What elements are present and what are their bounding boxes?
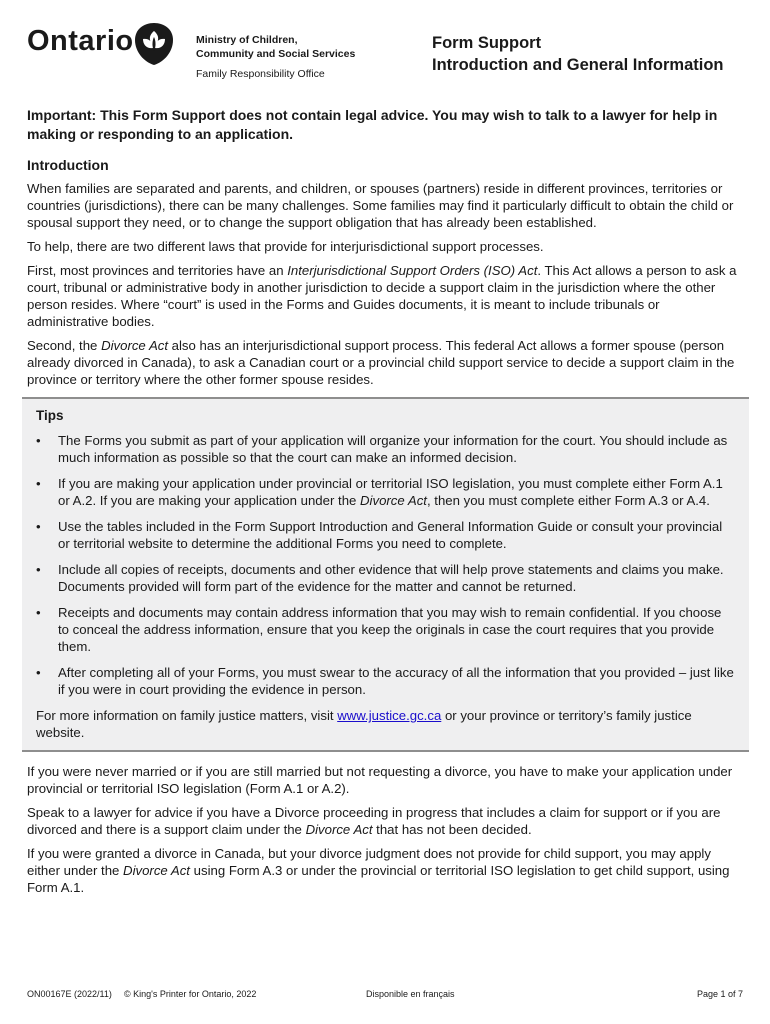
tips-heading: Tips xyxy=(36,408,64,423)
form-code: ON00167E (2022/11) xyxy=(27,989,112,999)
french-availability: Disponible en français xyxy=(366,989,455,999)
bullet-icon: • xyxy=(36,665,41,680)
tip-item: • The Forms you submit as part of your application will organize your information for the court. You should include as much information as possible so that the court can make an informed decision. xyxy=(36,433,728,465)
intro-paragraph-2: To help, there are two different laws that provide for interjurisdictional support processes. xyxy=(27,239,544,254)
introduction-heading: Introduction xyxy=(27,157,109,173)
tip-item: • After completing all of your Forms, you must swear to the accuracy of all the information that you provided – just like if you were in court providing the evidence in person. xyxy=(36,665,734,697)
ministry-name: Ministry of Children, Community and Social Services xyxy=(196,34,356,60)
justice-link[interactable]: www.justice.gc.ca xyxy=(337,708,442,723)
after-paragraph-3: If you were granted a divorce in Canada, but your divorce judgment does not provide for child support, you may apply either under the Divorce Act using Form A.3 or under the provincial or territorial ISO legislation to get child support, using Form A.1. xyxy=(27,846,730,895)
tip-item: • Use the tables included in the Form Support Introduction and General Information Guide or consult your provincial or territorial website to determine the additional Forms you need to complete. xyxy=(36,519,723,551)
document-body xyxy=(27,106,743,903)
intro-paragraph-3: First, most provinces and territories have an Interjurisdictional Support Orders (ISO) Act. This Act allows a person to ask a court, tribunal or administrative body in another jurisdiction to decide a support claim in the jurisdiction where the other person resides. Where “court” is used in the Forms and Guides documents, it is meant to include tribunals or administrative bodies. xyxy=(27,263,737,329)
intro-paragraph-1: When families are separated and parents, and children, or spouses (partners) reside in different provinces, territories or countries (jurisdictions), there can be many challenges. Some families may find it particularly difficult to obtain the child or spousal support they need, or to change the support obligation that has already been established. xyxy=(27,181,734,230)
iso-act-name: Interjurisdictional Support Orders (ISO) Act xyxy=(287,263,538,278)
bullet-icon: • xyxy=(36,562,41,577)
bullet-icon: • xyxy=(36,476,41,491)
form-title: Form Support Introduction and General Information xyxy=(432,34,724,74)
copyright: © King's Printer for Ontario, 2022 xyxy=(124,989,257,999)
intro-paragraph-4: Second, the Divorce Act also has an interjurisdictional support process. This federal Act allows a former spouse (person already divorced in Canada), to ask a Canadian court or a provincial child support service to decide a support claim in the province or territory where the other former spouse resides. xyxy=(27,338,735,387)
page-number: Page 1 of 7 xyxy=(696,989,743,999)
divorce-act-name: Divorce Act xyxy=(101,338,168,353)
after-paragraph-1: If you were never married or if you are still married but not requesting a divorce, you have to make your application under provincial or territorial ISO legislation (Form A.1 or A.2). xyxy=(27,764,733,796)
office-name: Family Responsibility Office xyxy=(196,68,325,80)
more-info-text: For more information on family justice matters, visit www.justice.gc.ca or your province or territory’s family justice website. xyxy=(36,708,692,740)
ontario-logo-text: Ontario xyxy=(27,25,134,57)
tips-box xyxy=(22,397,749,752)
bullet-icon: • xyxy=(36,519,41,534)
after-paragraph-2: Speak to a lawyer for advice if you have a Divorce proceeding in progress that includes a claim for support or if you are divorced and there is a support claim under the Divorce Act that has not been decided. xyxy=(27,805,721,837)
important-notice: Important: This Form Support does not contain legal advice. You may wish to talk to a lawyer for help in making or responding to an application. xyxy=(27,107,718,142)
tip-item: • If you are making your application under provincial or territorial ISO legislation, you must complete either Form A.1 or A.2. If you are making your application under the Divorce Act, then you must complete either Form A.3 or A.4. xyxy=(36,476,723,508)
bullet-icon: • xyxy=(36,433,41,448)
tip-item: • Include all copies of receipts, documents and other evidence that will help prove statements and claims you make. Documents provided will form part of the evidence for the matter and cannot be returned. xyxy=(36,562,724,594)
tips-list xyxy=(36,432,735,698)
tip-item: • Receipts and documents may contain address information that you may wish to remain confidential. If you choose to conceal the address information, ensure that you keep the originals in case the court requires that you provide them. xyxy=(36,605,722,654)
bullet-icon: • xyxy=(36,605,41,620)
page-header xyxy=(0,0,770,95)
trillium-logo-icon xyxy=(134,22,174,66)
